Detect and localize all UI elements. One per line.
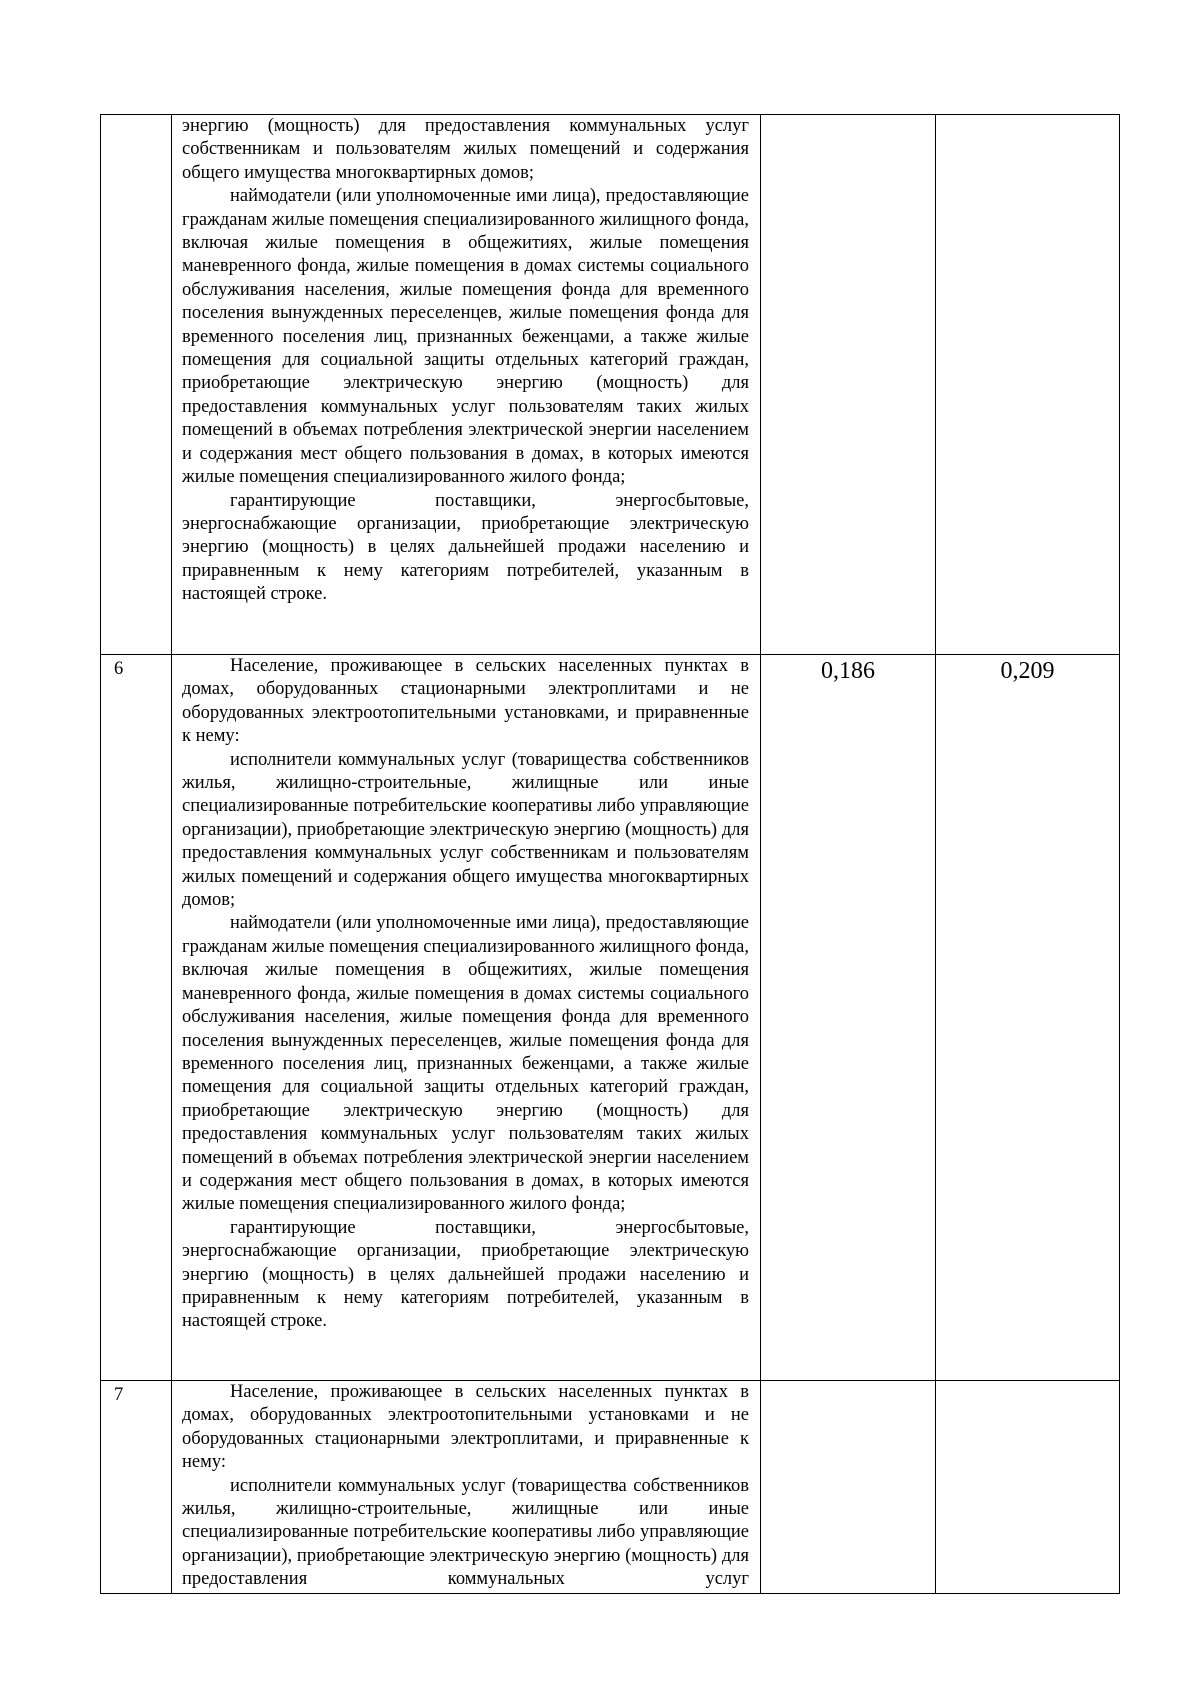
value-cell-2 — [936, 1381, 1120, 1594]
row-description — [172, 115, 761, 655]
paragraph: энергию (мощность) для предоставления коммунальных услуг собственникам и пользователям жилых помещений и содержания общего имущества многоквартирных домов; — [182, 116, 749, 183]
paragraph: гарантирующие поставщики, энергосбытовые, энергоснабжающие организации, приобретающие электрическую энергию (мощность) в целях дальнейшей продажи населению и приравненным к нему категориям потребителей, указанным в настоящей строке. — [182, 1217, 749, 1332]
value-cell-1 — [761, 115, 936, 655]
table-row — [101, 1381, 1120, 1594]
paragraph: наймодатели (или уполномоченные ими лица), предоставляющие гражданам жилые помещения специализированного жилищного фонда, включая жилые помещения в общежитиях, жилые помещения маневренного фонда, жилые помещения в домах системы социального обслуживания населения, жилые помещения фонда для временного поселения вынужденных переселенцев, жилые помещения фонда для временного поселения лиц, признанных беженцами, а также жилые помещения для социальной защиты отдельных категорий граждан, приобретающие электрическую энергию (мощность) для предоставления коммунальных услуг пользователям таких жилых помещений в объемах потребления электрической энергии населением и содержания мест общего пользования в домах, в которых имеются жилые помещения специализированного жилого фонда; — [182, 913, 749, 1215]
table-row — [101, 115, 1120, 655]
value-cell-2: 0,209 — [936, 655, 1120, 1381]
row-number: 7 — [101, 1381, 172, 1594]
table-row — [101, 655, 1120, 1381]
row-number: 6 — [101, 655, 172, 1381]
paragraph: наймодатели (или уполномоченные ими лица), предоставляющие гражданам жилые помещения специализированного жилищного фонда, включая жилые помещения в общежитиях, жилые помещения маневренного фонда, жилые помещения в домах системы социального обслуживания населения, жилые помещения фонда для временного поселения вынужденных переселенцев, жилые помещения фонда для временного поселения лиц, признанных беженцами, а также жилые помещения для социальной защиты отдельных категорий граждан, приобретающие электрическую энергию (мощность) для предоставления коммунальных услуг пользователям таких жилых помещений в объемах потребления электрической энергии населением и содержания мест общего пользования в домах, в которых имеются жилые помещения специализированного жилого фонда; — [182, 186, 749, 488]
paragraph: исполнители коммунальных услуг (товарищества собственников жилья, жилищно-строительные, жилищные или иные специализированные потребительские кооперативы либо управляющие организации), приобретающие электрическую энергию (мощность) для предоставления коммунальных услуг собственникам и пользователям жилых помещений и содержания общего имущества многоквартирных домов; — [182, 749, 749, 911]
paragraph: гарантирующие поставщики, энергосбытовые, энергоснабжающие организации, приобретающие электрическую энергию (мощность) в целях дальнейшей продажи населению и приравненным к нему категориям потребителей, указанным в настоящей строке. — [182, 490, 749, 605]
value-cell-2 — [936, 115, 1120, 655]
row-description — [172, 655, 761, 1381]
value-cell-1: 0,186 — [761, 655, 936, 1381]
row-description — [172, 1381, 761, 1594]
paragraph: Население, проживающее в сельских населенных пунктах в домах, оборудованных стационарными электроплитами и не оборудованных электроотопительными установками, и приравненные к нему: — [182, 656, 749, 747]
row-number — [101, 115, 172, 655]
value-cell-1 — [761, 1381, 936, 1594]
paragraph: Население, проживающее в сельских населенных пунктах в домах, оборудованных электроотопительными установками и не оборудованных стационарными электроплитами, и приравненные к нему: — [182, 1382, 749, 1473]
tariff-table — [100, 114, 1120, 1594]
paragraph: исполнители коммунальных услуг (товарищества собственников жилья, жилищно-строительные, жилищные или иные специализированные потребительские кооперативы либо управляющие организации), приобретающие электрическую энергию (мощность) для предоставления коммунальных услуг — [182, 1475, 749, 1590]
